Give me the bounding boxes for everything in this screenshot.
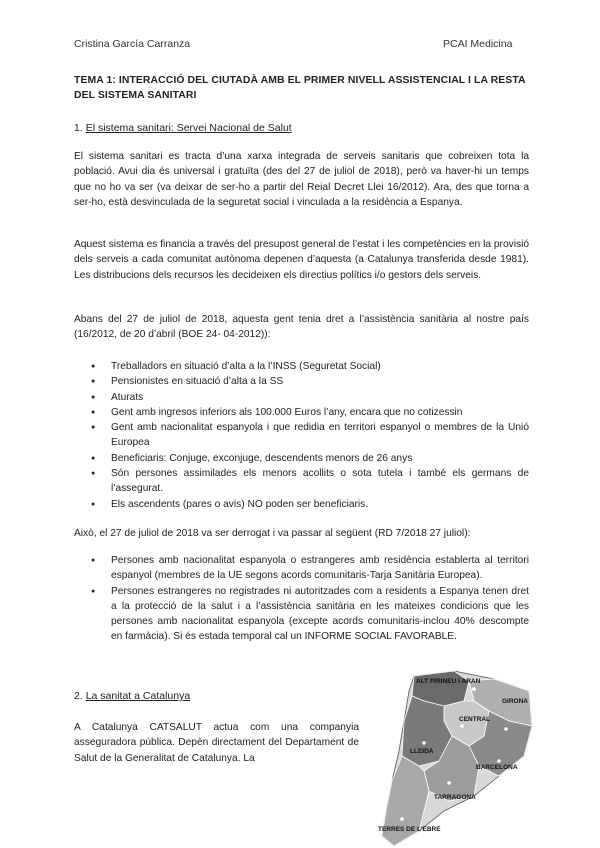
section-2-title: La sanitat a Catalunya bbox=[85, 690, 191, 702]
map-label-terres-ebre: TERRES DE L'EBRE bbox=[378, 826, 441, 833]
document-title: TEMA 1: INTERACCIÓ DEL CIUTADÀ AMB EL PRIMER NIVELL ASSISTENCIAL I LA RESTA DEL SISTEMA SANITARI bbox=[74, 75, 526, 101]
section-1-heading bbox=[74, 122, 292, 134]
list-item: ● Gent amb ingresos inferiors als 100.000 Euros l’any, encara que no cotizessin bbox=[74, 405, 529, 420]
catalonia-health-regions-map bbox=[374, 671, 534, 848]
paragraph-4: Això, el 27 de juliol de 2018 va ser derrogat i va passar al següent (RD 7/2018 27 juliol): bbox=[74, 528, 471, 539]
list-item: ● Beneficiaris: Conjuge, exconjuge, descendents menors de 26 anys bbox=[74, 451, 529, 466]
header-course: PCAI Medicina bbox=[443, 38, 513, 50]
list-item: ● Aturats bbox=[74, 390, 529, 405]
map-label-central: CENTRAL bbox=[459, 716, 491, 723]
section-1-title: El sistema sanitari: Servei Nacional de Salut bbox=[85, 122, 292, 134]
map-label-tarragona: TARRAGONA bbox=[434, 794, 476, 801]
map-label-alt-pirineu: ALT PIRINEU I ARAN bbox=[416, 678, 481, 685]
section-2-text: A Catalunya CATSALUT actua com una companyia asseguradora pública. Depèn directament del Departament de Salut de la Generalitat de Catalunya. La bbox=[74, 722, 359, 764]
map-label-lleida: LLEIDA bbox=[410, 748, 434, 755]
section-1-number: 1. bbox=[74, 122, 83, 134]
paragraph-1: El sistema sanitari es tracta d’una xarxa integrada de serveis sanitaris que cobreixen tota la població. Avui dia és universal i gratuïta (des del 27 de juliol de 2018), però va haver-hi un temps que no ho va ser (va deixar de ser-ho a partir del Reial Decret Llei 16/2012). Ara, des que torna a ser-ho, està desvinculada de la seguretat social i vinculada a la residència a Espanya. bbox=[74, 151, 529, 208]
list-item: ● Pensionistes en situació d’alta a la SS bbox=[74, 374, 529, 389]
list-item: ● Els ascendents (pares o avis) NO poden ser beneficiaris. bbox=[74, 497, 529, 512]
section-2-number: 2. bbox=[74, 690, 83, 702]
beneficiaries-list-before-2018 bbox=[74, 359, 529, 512]
map-label-girona: GIRONA bbox=[502, 698, 528, 705]
list-item: ● Treballadors en situació d’alta a la l’INSS (Seguretat Social) bbox=[74, 359, 529, 374]
list-item: ● Gent amb nacionalitat espanyola i que redidia en territori espanyol o membres de la Unió Europea bbox=[74, 420, 529, 451]
paragraph-3: Abans del 27 de juliol de 2018, aquesta gent tenia dret a l’assistència sanitària al nostre país (16/2012, de 20 d’abril (BOE 24- 04-2012)): bbox=[74, 314, 529, 341]
header-author: Cristina García Carranza bbox=[74, 38, 191, 50]
paragraph-2: Aquest sistema es financia a través del presupost general de l’estat i les competències en la provisió dels serveis a cada comunitat autònoma depenen d’aquesta (a Catalunya transferida desde 1981). Les distribucions dels recursos les decideixen els directius polítics i/o gestors dels serveis. bbox=[74, 239, 529, 281]
section-2-heading bbox=[74, 690, 190, 702]
map-label-barcelona: BARCELONA bbox=[476, 764, 518, 771]
beneficiaries-list-after-2018 bbox=[74, 553, 529, 645]
list-item: ● Persones estrangeres no registrades ni autoritzades com a residents a Espanya tenen dret a la protecció de la salut i a l’assistència sanitària en les mateixes condicions que les persones amb nacionalitat espanyola (excepte acords comunitaris-inclou 40% descompte en farmàcia). Si és estada temporal cal un INFORME SOCIAL FAVORABLE. bbox=[74, 584, 529, 645]
list-item: ● Són persones assimilades els menors acollits o sota tutela i també els germans de l’assegurat. bbox=[74, 466, 529, 497]
list-item: ● Persones amb nacionalitat espanyola o estrangeres amb residència establerta al territori espanyol (membres de la UE segons acords comunitaris-Tarja Sanitària Europea). bbox=[74, 553, 529, 584]
